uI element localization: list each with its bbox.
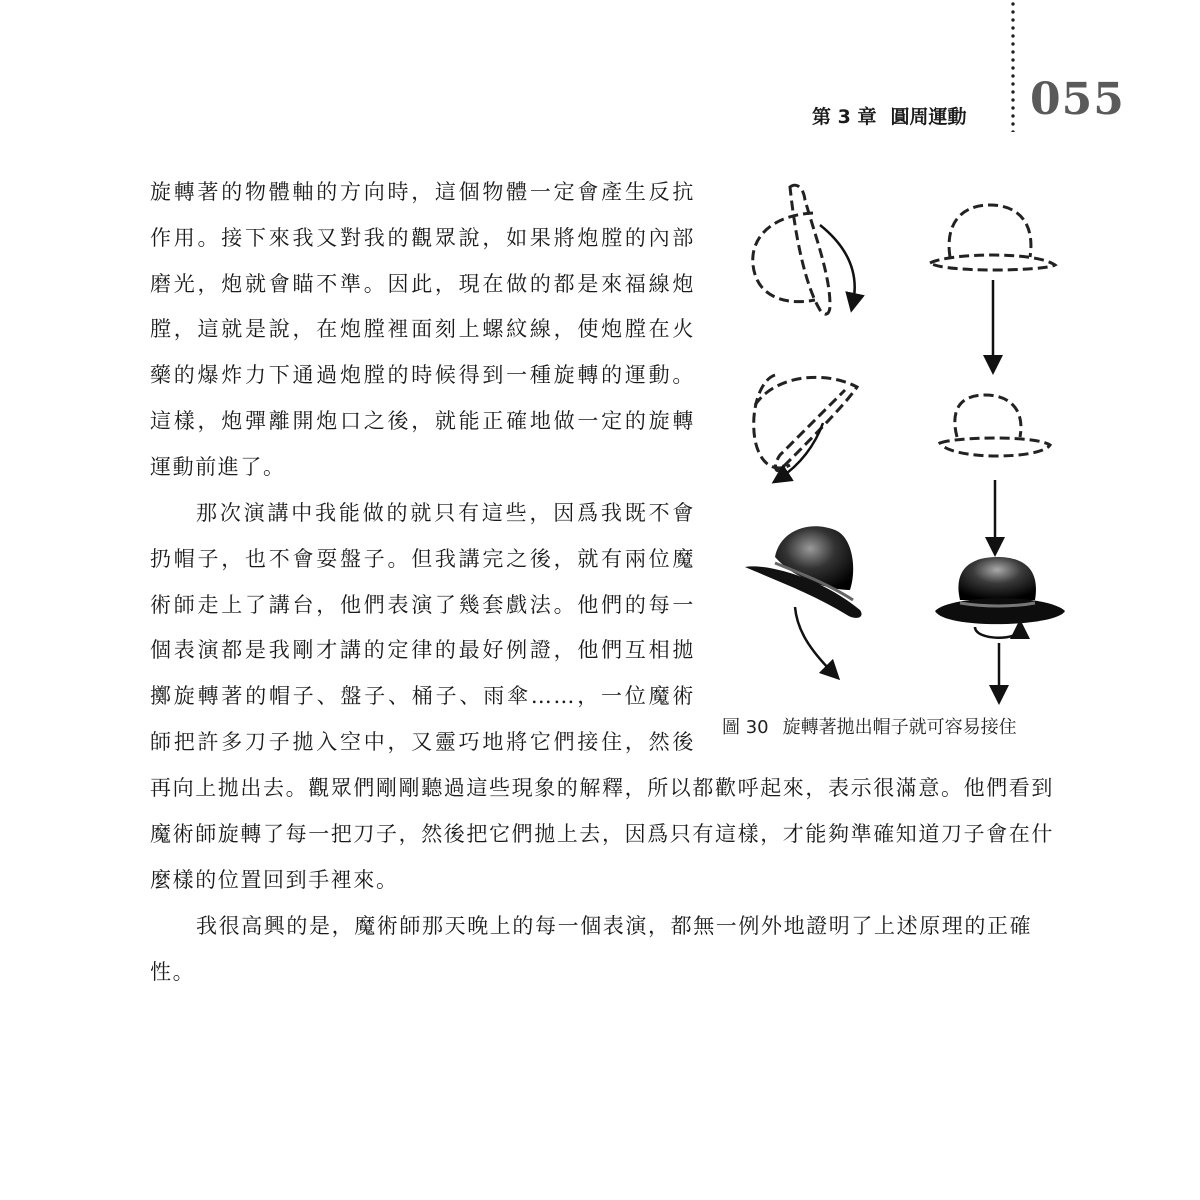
- hats-illustration: [735, 175, 1080, 715]
- text-line: 術師走上了講台，他們表演了幾套戲法。他們的每一: [150, 592, 695, 617]
- figure-number: 圖 30: [722, 717, 769, 738]
- text-line: 扔帽子，也不會耍盤子。但我講完之後，就有兩位魔: [150, 546, 695, 571]
- figure-caption: [722, 713, 1017, 739]
- figure-hats: [735, 175, 1080, 715]
- text-line: 藥的爆炸力下通過炮膛的時候得到一種旋轉的運動。: [150, 363, 695, 388]
- text-line: 旋轉著的物體軸的方向時，這個物體一定會產生反抗: [150, 180, 695, 204]
- chapter-number: 第 3 章: [812, 106, 877, 128]
- arrow-curve-3: [795, 607, 833, 673]
- paragraph-1: [150, 170, 695, 491]
- hat-outline-upright-1: [930, 205, 1055, 270]
- hat-solid-tilted: [745, 526, 862, 618]
- text-line: 魔術師旋轉了每一把刀子，然後把它們拋上去，因爲只有這樣，才能夠準確知道刀子會在什: [150, 821, 1054, 846]
- text-line: 我很高興的是，魔術師那天晚上的每一個表演，都無一例外地證明了上述原理的正確: [196, 914, 1033, 938]
- rotation-arrow: [975, 627, 1020, 638]
- text-line: 擲旋轉著的帽子、盤子、桶子、雨傘……，一位魔術: [150, 684, 695, 709]
- paragraph-3: [150, 904, 1080, 996]
- page-number: 055: [1030, 74, 1125, 125]
- text-line: 運動前進了。: [150, 454, 286, 479]
- text-line: 那次演講中我能做的就只有這些，因爲我既不會: [196, 501, 695, 525]
- text-line: 作用。接下來我又對我的觀眾說，如果將炮膛的內部: [150, 225, 695, 250]
- paragraph-2-continued: [150, 766, 1080, 903]
- text-line: 膛，這就是說，在炮膛裡面刻上螺紋線，使炮膛在火: [150, 317, 695, 342]
- text-line: 磨光，炮就會瞄不準。因此，現在做的都是來福線炮: [150, 271, 695, 296]
- hat-outline-upright-2: [940, 395, 1050, 456]
- text-line: 這樣，炮彈離開炮口之後，就能正確地做一定的旋轉: [150, 408, 695, 433]
- text-line: 再向上拋出去。觀眾們剛剛聽過這些現象的解釋，所以都歡呼起來，表示很滿意。他們看到: [150, 776, 1054, 800]
- text-line: 麼樣的位置回到手裡來。: [150, 867, 399, 892]
- dotted-divider: [1010, 0, 1016, 132]
- text-line: 性。: [150, 959, 196, 984]
- text-line: 個表演都是我剛才講的定律的最好例證，他們互相拋: [150, 638, 695, 663]
- figure-caption-text: 旋轉著拋出帽子就可容易接住: [782, 717, 1017, 738]
- chapter-title: 圓周運動: [890, 106, 967, 128]
- hat-solid-upright: [935, 557, 1065, 624]
- text-line: 師把許多刀子拋入空中，又靈巧地將它們接住，然後: [150, 729, 695, 754]
- paragraph-2: [150, 491, 695, 766]
- hat-outline-tilted-1: [753, 185, 830, 314]
- chapter-heading: [812, 102, 966, 129]
